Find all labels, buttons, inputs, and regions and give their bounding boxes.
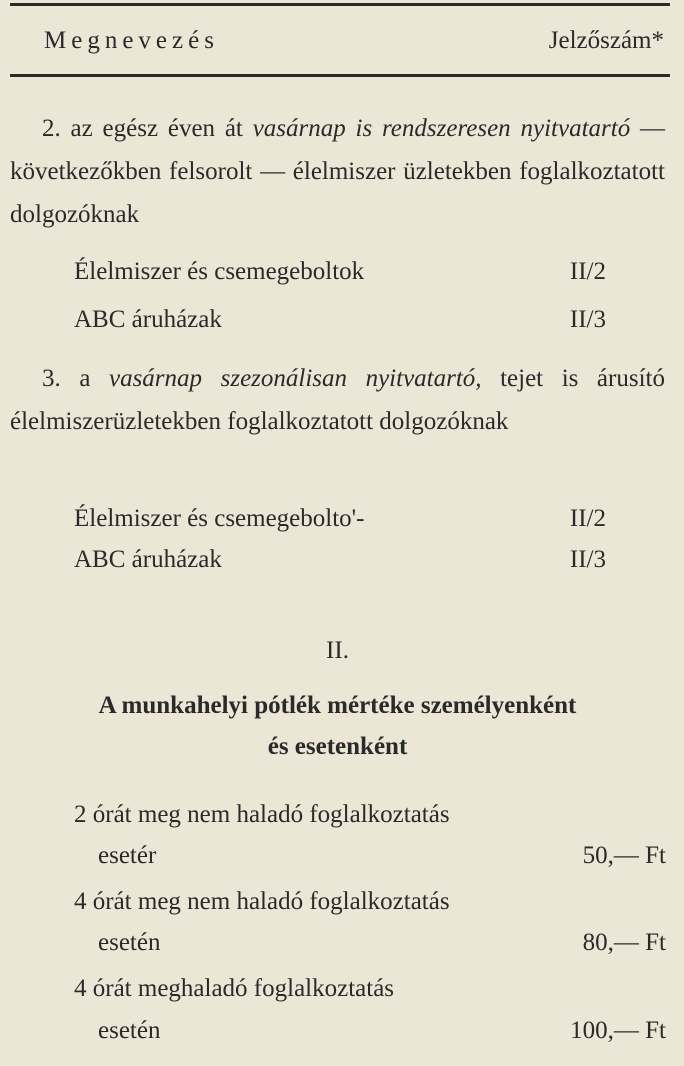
section-number: II.: [326, 637, 349, 664]
section-title-line2: és esetenként: [267, 733, 408, 760]
header-rule: [10, 74, 670, 77]
section-title-line1: A munkahelyi pótlék mértéke személyenként: [98, 692, 577, 719]
table-header: [44, 24, 664, 58]
item-amount-row: esetén 80,— Ft: [98, 929, 666, 956]
item-amount-row: esetén 100,— Ft: [98, 1017, 666, 1044]
header-code: Jelzőszám*: [548, 27, 664, 54]
item-amount-row: esetér 50,— Ft: [98, 842, 666, 869]
top-rule: [10, 3, 670, 6]
list-item: ABC áruházak II/3: [74, 546, 606, 573]
list-item: ABC áruházak II/3: [74, 306, 606, 333]
header-name: Megnevezés: [44, 27, 219, 54]
list-item: Élelmiszer és csemegebolto'- II/2: [74, 505, 606, 532]
paragraph-2: 2. az egész éven át vasárnap is rendszeresen nyitvatartó — következőkben felsorolt — élelmiszer üzletekben foglalkoztatott dolgozóknak: [10, 115, 665, 228]
paragraph-3: 3. a vasárnap szezonálisan nyitvatartó, tejet is árusító élelmiszerüzletekben foglalkoztatott dolgozóknak: [10, 365, 665, 435]
item-line: 4 órát meg nem haladó foglalkoztatás: [74, 888, 450, 915]
item-line: 4 órát meghaladó foglalkoztatás: [74, 975, 395, 1002]
item-line: 2 órát meg nem haladó foglalkoztatás: [74, 801, 450, 828]
list-item: Élelmiszer és csemegeboltok II/2: [74, 258, 606, 285]
